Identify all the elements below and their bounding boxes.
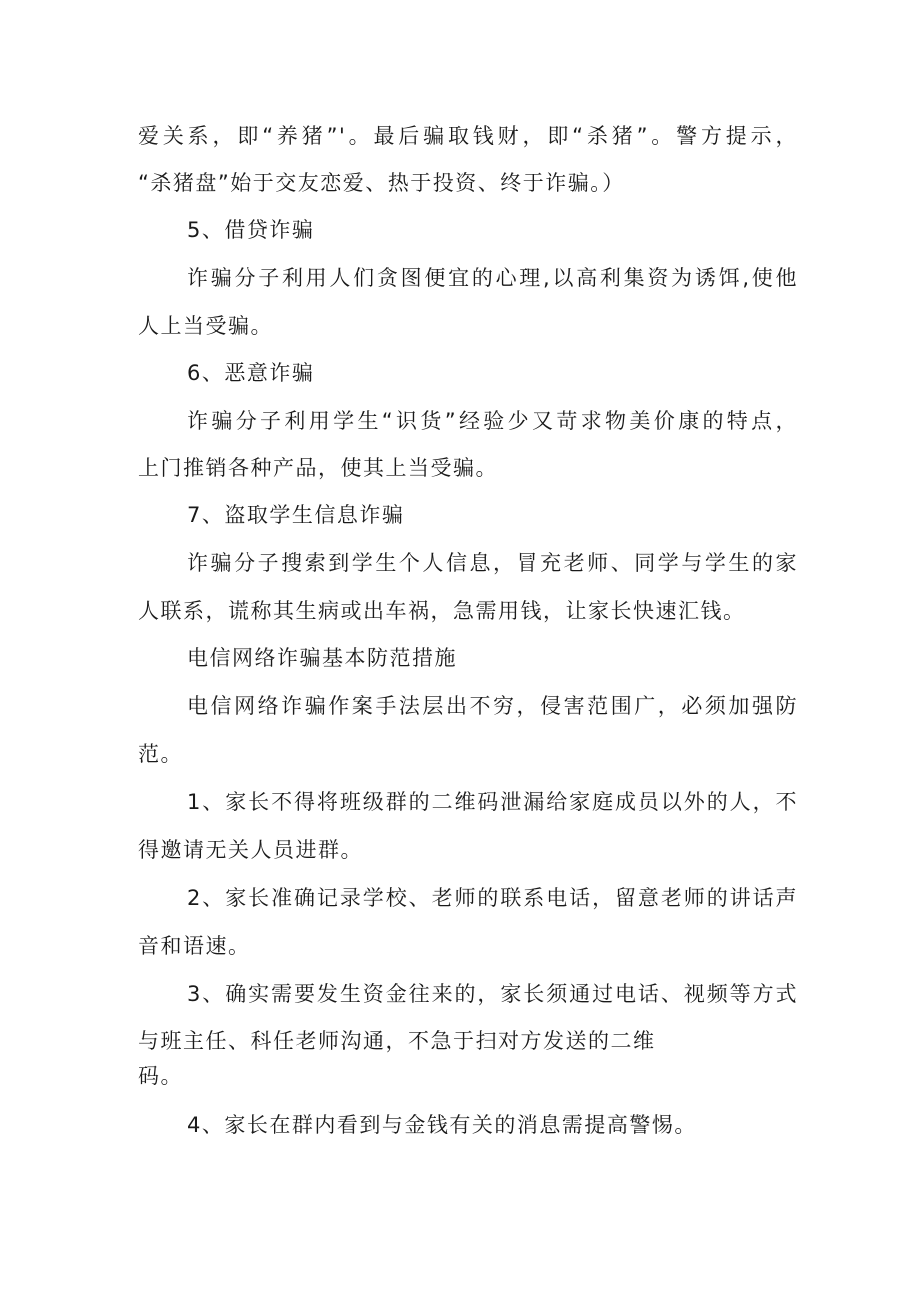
text-line: 人联系，谎称其生病或出车祸，急需用钱，让家长快速汇钱。 [138,599,746,623]
text-line: 人上当受骗。 [138,314,273,338]
text-line: 爱关系，即“养猪”'。最后骗取钱财，即“杀猪”。警方提示， [138,124,798,148]
text-line: 与班主任、科任老师沟通，不急于扫对方发送的二维 [138,1029,656,1053]
text-line: 1、家长不得将班级群的二维码泄漏给家庭成员以外的人，不 [187,790,798,814]
text-line: 得邀请无关人员进群。 [138,838,363,862]
section-heading: 7、盗取学生信息诈骗 [187,503,405,527]
text-line: “杀猪盘”始于交友恋爱、热于投资、终于诈骗。） [138,171,625,195]
text-line: 上门推销各种产品，使其上当受骗。 [138,456,498,480]
text-line: 3、确实需要发生资金往来的，家长须通过电话、视频等方式 [187,982,798,1006]
text-line: 电信网络诈骗作案手法层出不穷，侵害范围广，必须加强防 [187,694,798,718]
text-line: 音和语速。 [138,934,251,958]
section-heading: 电信网络诈骗基本防范措施 [187,646,457,670]
text-line: 诈骗分子利用人们贪图便宜的心理,以高利集资为诱饵,使他 [187,266,798,290]
text-line: 码。 [138,1064,183,1088]
section-heading: 6、恶意诈骗 [187,361,315,385]
text-line: 诈骗分子利用学生“识货”经验少又苛求物美价康的特点， [187,409,798,433]
text-line: 4、家长在群内看到与金钱有关的消息需提高警惕。 [187,1113,697,1137]
text-line: 诈骗分子搜索到学生个人信息，冒充老师、同学与学生的家 [187,551,798,575]
text-line: 2、家长准确记录学校、老师的联系电话，留意老师的讲话声 [187,886,798,910]
section-heading: 5、借贷诈骗 [187,218,315,242]
text-line: 范。 [138,742,183,766]
